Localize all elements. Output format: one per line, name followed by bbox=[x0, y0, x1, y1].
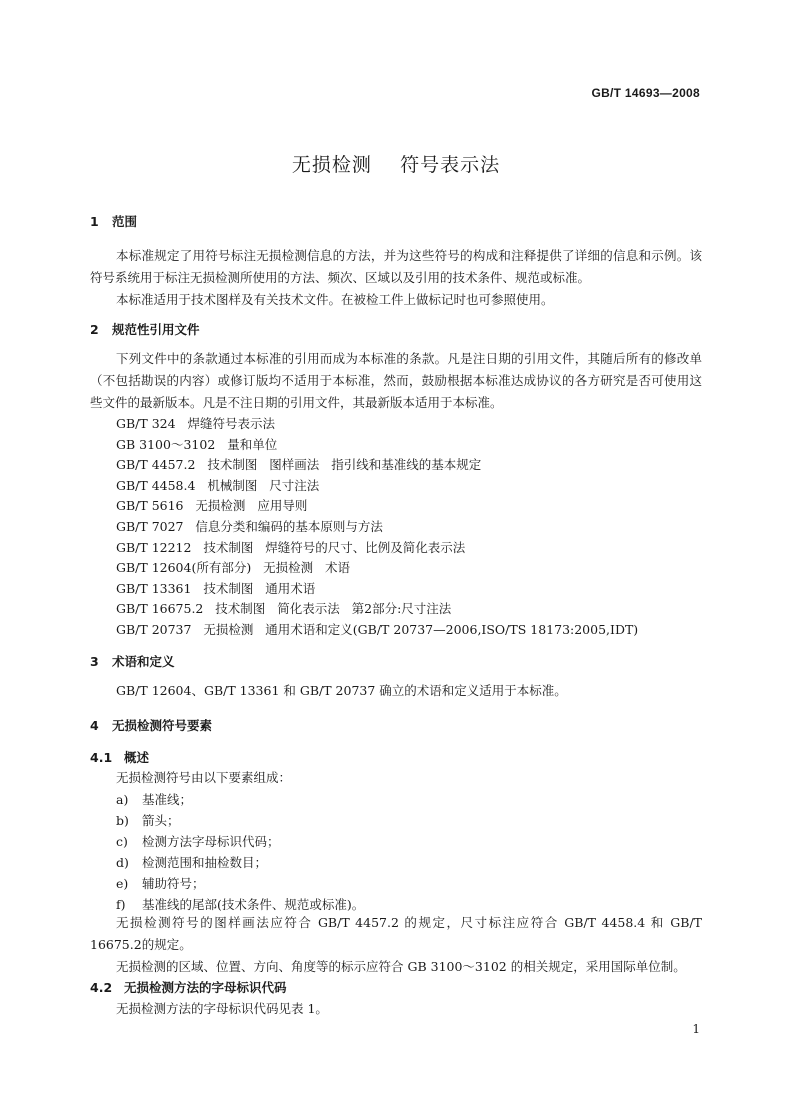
list-label: d) bbox=[116, 855, 129, 870]
list-label: c) bbox=[116, 834, 128, 849]
subsection-4-1-body bbox=[90, 767, 702, 915]
section-4-heading bbox=[90, 716, 702, 736]
list-item bbox=[90, 873, 702, 894]
section-3 bbox=[90, 652, 702, 672]
section-4 bbox=[90, 716, 702, 736]
reference-item: GB 3100～3102 量和单位 bbox=[116, 436, 278, 452]
section-2 bbox=[90, 320, 702, 340]
section-1-body bbox=[90, 245, 702, 311]
list-item bbox=[90, 810, 702, 831]
reference-item: GB/T 324 焊缝符号表示法 bbox=[116, 416, 275, 431]
list-text: 检测范围和抽检数目； bbox=[142, 855, 268, 870]
paragraph: 本标准适用于技术图样及有关技术文件。在被检工件上做标记时也可参照使用。 bbox=[116, 292, 554, 307]
subsection-4-1 bbox=[90, 748, 702, 768]
section-title: 范围 bbox=[112, 214, 138, 229]
section-title: 规范性引用文件 bbox=[112, 322, 200, 337]
list-item bbox=[90, 789, 702, 810]
page-number: 1 bbox=[692, 1022, 700, 1036]
list-item bbox=[90, 852, 702, 873]
subsection-4-1-heading bbox=[90, 748, 702, 768]
list-text: 检测方法字母标识代码； bbox=[142, 834, 280, 849]
paragraph: 无损检测符号由以下要素组成： bbox=[116, 770, 292, 785]
subsection-4-2-body bbox=[90, 998, 702, 1020]
reference-item: GB/T 4458.4 机械制图 尺寸注法 bbox=[116, 477, 320, 493]
paragraph: GB/T 12604、GB/T 13361 和 GB/T 20737 确立的术语和定义适用于本标准。 bbox=[116, 683, 567, 698]
list-label: a) bbox=[116, 792, 129, 807]
section-number: 4 bbox=[90, 718, 99, 733]
document-title: 无损检测 符号表示法 bbox=[291, 154, 501, 176]
reference-item: GB/T 12212 技术制图 焊缝符号的尺寸、比例及简化表示法 bbox=[116, 539, 466, 555]
subsection-4-2-heading bbox=[90, 978, 702, 998]
list-label: f) bbox=[116, 897, 126, 912]
paragraph: 本标准规定了用符号标注无损检测信息的方法，并为这些符号的构成和注释提供了详细的信息和示例。该符号系统用于标注无损检测所使用的方法、频次、区域以及引用的技术条件、规范或标准。 bbox=[90, 248, 702, 285]
subsection-number: 4.1 bbox=[90, 750, 113, 765]
paragraph: 下列文件中的条款通过本标准的引用而成为本标准的条款。凡是注日期的引用文件，其随后所有的修改单（不包括勘误的内容）或修订版均不适用于本标准，然而，鼓励根据本标准达成协议的各方研究是否可使用这些文件的最新版本。凡是不注日期的引用文件，其最新版本适用于本标准。 bbox=[90, 351, 702, 410]
subsection-4-1-notes bbox=[90, 912, 702, 978]
section-number: 1 bbox=[90, 214, 99, 229]
list-text: 基准线的尾部(技术条件、规范或标准)。 bbox=[142, 897, 365, 912]
section-3-body bbox=[90, 680, 702, 702]
subsection-title: 无损检测方法的字母标识代码 bbox=[124, 980, 287, 995]
reference-item: GB/T 12604(所有部分) 无损检测 术语 bbox=[116, 560, 351, 576]
section-number: 2 bbox=[90, 322, 99, 337]
standard-code: GB/T 14693—2008 bbox=[591, 86, 700, 100]
section-title: 无损检测符号要素 bbox=[112, 718, 213, 733]
list-text: 辅助符号； bbox=[142, 876, 205, 891]
list-text: 基准线； bbox=[142, 792, 193, 807]
list-item bbox=[90, 831, 702, 852]
reference-item: GB/T 16675.2 技术制图 简化表示法 第2部分:尺寸注法 bbox=[116, 601, 452, 617]
section-title: 术语和定义 bbox=[112, 654, 175, 669]
reference-item: GB/T 4457.2 技术制图 图样画法 指引线和基准线的基本规定 bbox=[116, 457, 482, 473]
list-label: e) bbox=[116, 876, 129, 891]
list-text: 箭头； bbox=[142, 813, 180, 828]
paragraph: 无损检测符号的图样画法应符合 GB/T 4457.2 的规定，尺寸标注应符合 GB/T 4458.4 和 GB/T 16675.2的规定。 bbox=[90, 915, 702, 952]
subsection-4-2 bbox=[90, 978, 702, 998]
paragraph: 无损检测方法的字母标识代码见表 1。 bbox=[116, 1001, 328, 1016]
section-2-heading bbox=[90, 320, 702, 340]
paragraph: 无损检测的区域、位置、方向、角度等的标示应符合 GB 3100～3102 的相关规定，采用国际单位制。 bbox=[116, 959, 686, 974]
section-1 bbox=[90, 212, 702, 232]
list-label: b) bbox=[116, 813, 129, 828]
reference-item: GB/T 7027 信息分类和编码的基本原则与方法 bbox=[116, 518, 383, 534]
reference-list bbox=[90, 414, 702, 641]
reference-item: GB/T 5616 无损检测 应用导则 bbox=[116, 498, 308, 514]
section-1-heading bbox=[90, 212, 702, 232]
section-3-heading bbox=[90, 652, 702, 672]
subsection-title: 概述 bbox=[124, 750, 150, 765]
section-2-body bbox=[90, 348, 702, 414]
section-number: 3 bbox=[90, 654, 99, 669]
reference-item: GB/T 20737 无损检测 通用术语和定义(GB/T 20737—2006,ISO/TS 18173:2005,IDT) bbox=[116, 621, 639, 637]
reference-item: GB/T 13361 技术制图 通用术语 bbox=[116, 580, 316, 596]
subsection-number: 4.2 bbox=[90, 980, 113, 995]
